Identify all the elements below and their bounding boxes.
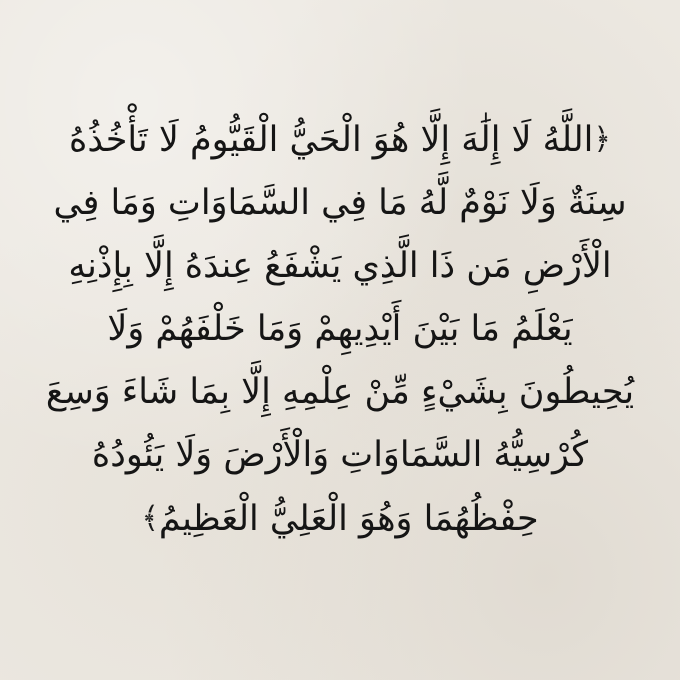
verse-line-4: يَعْلَمُ مَا بَيْنَ أَيْدِيهِمْ وَمَا خَلْفَهُمْ وَلَا	[107, 309, 573, 349]
verse-line-1	[40, 108, 640, 172]
verse-line-6: كُرْسِيُّهُ السَّمَاوَاتِ وَالْأَرْضَ وَلَا يَئُودُهُ	[91, 435, 589, 475]
ornament-open-bracket: ﴿	[593, 122, 611, 157]
verse-line-1-text: اللَّهُ لَا إِلَٰهَ إِلَّا هُوَ الْحَيُّ الْقَيُّومُ لَا تَأْخُذُهُ	[69, 120, 594, 160]
ornament-close-bracket: ﴾	[141, 501, 159, 536]
verse-line-7	[40, 487, 640, 551]
verse-line-5: يُحِيطُونَ بِشَيْءٍ مِّنْ عِلْمِهِ إِلَّا بِمَا شَاءَ وَسِعَ	[45, 372, 635, 412]
quran-verse-text	[40, 108, 640, 551]
verse-line-2: سِنَةٌ وَلَا نَوْمٌ لَّهُ مَا فِي السَّمَاوَاتِ وَمَا فِي	[53, 183, 627, 223]
verse-line-3: الْأَرْضِ مَن ذَا الَّذِي يَشْفَعُ عِندَهُ إِلَّا بِإِذْنِهِ	[68, 246, 612, 286]
verse-line-7-text: حِفْظُهُمَا وَهُوَ الْعَلِيُّ الْعَظِيمُ	[158, 499, 539, 539]
